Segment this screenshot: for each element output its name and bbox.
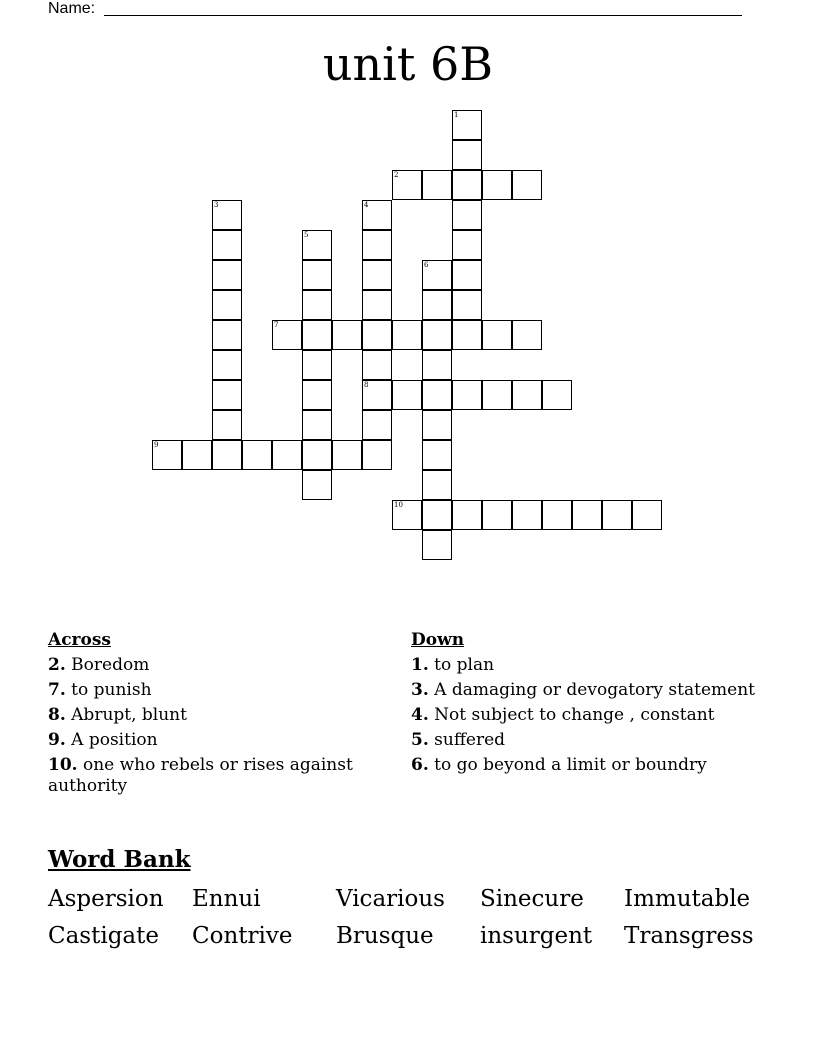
crossword-cell[interactable] [452, 380, 482, 410]
clue-number-label: 1 [454, 111, 459, 119]
crossword-cell[interactable] [302, 320, 332, 350]
crossword-cell[interactable] [422, 320, 452, 350]
crossword-cell[interactable] [422, 470, 452, 500]
crossword-cell[interactable] [332, 440, 362, 470]
clue-number: 2. [48, 655, 66, 675]
clue-text: Abrupt, blunt [71, 705, 187, 725]
crossword-cell[interactable] [302, 470, 332, 500]
across-clue [48, 730, 393, 751]
clue-number: 10. [48, 755, 78, 775]
crossword-cell[interactable] [362, 230, 392, 260]
clue-number-label: 6 [424, 261, 429, 269]
crossword-cell[interactable] [212, 320, 242, 350]
across-clue [48, 705, 393, 726]
crossword-cell[interactable] [452, 290, 482, 320]
crossword-cell[interactable] [482, 380, 512, 410]
crossword-cell[interactable] [482, 320, 512, 350]
crossword-cell[interactable] [452, 110, 482, 140]
crossword-cell[interactable] [302, 230, 332, 260]
crossword-cell[interactable] [302, 380, 332, 410]
crossword-cell[interactable] [452, 500, 482, 530]
clue-number-label: 9 [154, 441, 159, 449]
crossword-cell[interactable] [542, 380, 572, 410]
crossword-cell[interactable] [422, 290, 452, 320]
clue-number: 3. [411, 680, 429, 700]
crossword-cell[interactable] [422, 530, 452, 560]
clue-number: 7. [48, 680, 66, 700]
down-clue [411, 755, 771, 776]
clue-text: suffered [434, 730, 506, 750]
crossword-cell[interactable] [422, 350, 452, 380]
word-bank-word: insurgent [480, 923, 593, 949]
clue-number-label: 10 [394, 501, 403, 509]
clue-text: A damaging or devogatory statement [434, 680, 755, 700]
crossword-cell[interactable] [212, 350, 242, 380]
word-bank-word: Contrive [192, 923, 293, 949]
clue-number-label: 2 [394, 171, 399, 179]
across-clue [48, 755, 393, 797]
down-heading: Down [411, 630, 465, 650]
crossword-cell[interactable] [392, 320, 422, 350]
crossword-cell[interactable] [212, 410, 242, 440]
clue-number-label: 5 [304, 231, 309, 239]
crossword-cell[interactable] [332, 320, 362, 350]
crossword-cell[interactable] [482, 170, 512, 200]
crossword-cell[interactable] [362, 260, 392, 290]
crossword-cell[interactable] [512, 170, 542, 200]
crossword-cell[interactable] [452, 260, 482, 290]
clue-text: to go beyond a limit or boundry [434, 755, 707, 775]
crossword-cell[interactable] [422, 380, 452, 410]
crossword-cell[interactable] [212, 290, 242, 320]
word-bank-word: Sinecure [480, 886, 584, 912]
crossword-cell[interactable] [482, 500, 512, 530]
word-bank-heading: Word Bank [48, 846, 191, 873]
clue-number-label: 3 [214, 201, 219, 209]
clue-text: one who rebels or rises against authority [48, 755, 353, 796]
clue-number: 1. [411, 655, 429, 675]
clue-text: to plan [434, 655, 495, 675]
crossword-cell[interactable] [422, 170, 452, 200]
crossword-cell[interactable] [182, 440, 212, 470]
clue-number: 8. [48, 705, 66, 725]
crossword-cell[interactable] [362, 380, 392, 410]
page-title: unit 6B [322, 37, 494, 91]
crossword-cell[interactable] [302, 410, 332, 440]
word-bank-word: Brusque [336, 923, 434, 949]
word-bank-word: Castigate [48, 923, 160, 949]
clue-text: Boredom [71, 655, 150, 675]
crossword-cell[interactable] [212, 440, 242, 470]
down-clue [411, 730, 771, 751]
crossword-cell[interactable] [302, 290, 332, 320]
crossword-cell[interactable] [452, 230, 482, 260]
crossword-cell[interactable] [602, 500, 632, 530]
word-bank-word: Immutable [624, 886, 751, 912]
crossword-cell[interactable] [302, 350, 332, 380]
crossword-cell[interactable] [362, 410, 392, 440]
clue-text: to punish [71, 680, 152, 700]
crossword-cell[interactable] [272, 320, 302, 350]
crossword-cell[interactable] [392, 380, 422, 410]
clue-number: 6. [411, 755, 429, 775]
clue-number-label: 8 [364, 381, 369, 389]
across-clue [48, 680, 393, 701]
down-clue [411, 680, 771, 701]
crossword-cell[interactable] [452, 170, 482, 200]
crossword-cell[interactable] [452, 140, 482, 170]
crossword-cell[interactable] [212, 230, 242, 260]
crossword-cell[interactable] [212, 200, 242, 230]
word-bank-word: Transgress [624, 923, 754, 949]
crossword-cell[interactable] [212, 380, 242, 410]
crossword-cell[interactable] [302, 260, 332, 290]
crossword-cell[interactable] [422, 260, 452, 290]
crossword-cell[interactable] [152, 440, 182, 470]
across-heading: Across [48, 630, 111, 650]
clue-number: 4. [411, 705, 429, 725]
clue-text: Not subject to change , constant [434, 705, 715, 725]
crossword-cell[interactable] [212, 260, 242, 290]
crossword-cell[interactable] [422, 500, 452, 530]
across-clue [48, 655, 393, 676]
crossword-cell[interactable] [362, 350, 392, 380]
clue-number-label: 4 [364, 201, 369, 209]
down-clue [411, 705, 771, 726]
clue-number: 5. [411, 730, 429, 750]
clue-number: 9. [48, 730, 66, 750]
clue-number-label: 7 [274, 321, 279, 329]
crossword-cell[interactable] [392, 170, 422, 200]
crossword-cell[interactable] [572, 500, 602, 530]
crossword-cell[interactable] [632, 500, 662, 530]
word-bank-word: Aspersion [48, 886, 164, 912]
crossword-cell[interactable] [362, 440, 392, 470]
crossword-cell[interactable] [512, 500, 542, 530]
crossword-cell[interactable] [452, 200, 482, 230]
clue-text: A position [71, 730, 158, 750]
across-clues [48, 630, 393, 797]
down-clue [411, 655, 771, 676]
crossword-cell[interactable] [452, 320, 482, 350]
crossword-cell[interactable] [422, 410, 452, 440]
crossword-cell[interactable] [242, 440, 272, 470]
crossword-cell[interactable] [512, 380, 542, 410]
crossword-cell[interactable] [302, 440, 332, 470]
crossword-cell[interactable] [272, 440, 302, 470]
word-bank-word: Vicarious [336, 886, 445, 912]
crossword-cell[interactable] [542, 500, 572, 530]
crossword-cell[interactable] [362, 320, 392, 350]
name-label: Name: [48, 0, 96, 17]
crossword-cell[interactable] [362, 290, 392, 320]
word-bank-word: Ennui [192, 886, 261, 912]
down-clues [411, 630, 771, 776]
crossword-cell[interactable] [362, 200, 392, 230]
crossword-cell[interactable] [422, 440, 452, 470]
crossword-cell[interactable] [392, 500, 422, 530]
crossword-cell[interactable] [512, 320, 542, 350]
